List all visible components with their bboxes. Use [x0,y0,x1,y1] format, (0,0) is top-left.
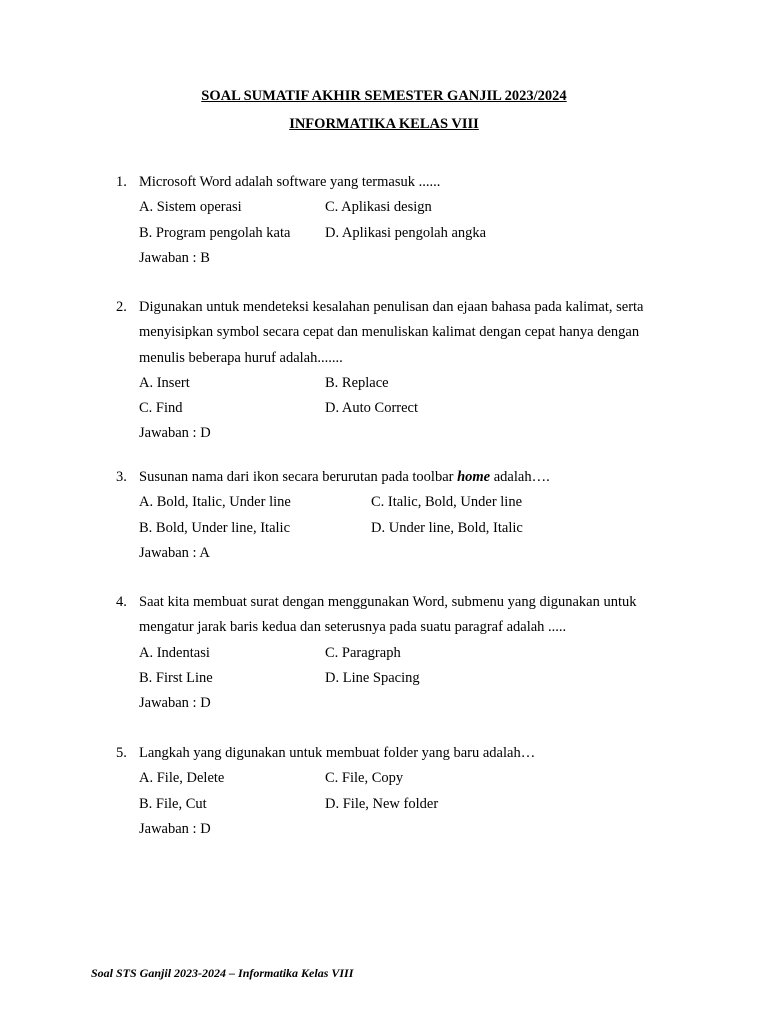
option-a: A. Bold, Italic, Under line [139,494,291,511]
option-d: D. File, New folder [325,795,439,812]
option-c: C. Italic, Bold, Under line [371,494,523,511]
question-number: 5. [116,745,127,761]
question-text: mengatur jarak baris kedua dan seterusnya pada suatu paragraf adalah ..... [139,619,567,636]
question-2 [116,295,686,447]
question-number: 3. [116,469,127,485]
answer-key: Jawaban : D [139,820,211,837]
question-text: Digunakan untuk mendeteksi kesalahan penulisan dan ejaan bahasa pada kalimat, serta [139,299,644,315]
option-b: B. Bold, Under line, Italic [139,519,291,536]
question-text: Langkah yang digunakan untuk membuat folder yang baru adalah… [139,745,536,761]
question-number: 2. [116,299,127,315]
question-3 [116,465,686,566]
page-subtitle: INFORMATIKA KELAS VIII [289,116,479,132]
option-d: D. Auto Correct [325,400,419,417]
emphasized-word: home [457,469,491,485]
question-number: 4. [116,594,127,610]
question-5 [116,741,686,842]
answer-key: Jawaban : D [139,695,211,712]
question-text: menulis beberapa huruf adalah....... [139,349,343,366]
option-c: C. File, Copy [325,770,404,787]
question-text-part: adalah…. [490,469,550,485]
page-title: SOAL SUMATIF AKHIR SEMESTER GANJIL 2023/2024 [201,88,567,104]
question-text-part: Susunan nama dari ikon secara berurutan pada toolbar [139,469,458,485]
question-text: Microsoft Word adalah software yang termasuk ...... [139,174,441,190]
option-b: B. Program pengolah kata [139,224,291,241]
question-text [139,465,550,490]
answer-key: Jawaban : A [139,544,210,561]
page-footer: Soal STS Ganjil 2023-2024 – Informatika Kelas VIII [91,966,354,980]
option-c: C. Paragraph [325,644,401,661]
option-b: B. Replace [325,374,389,391]
question-text: Saat kita membuat surat dengan menggunakan Word, submenu yang digunakan untuk [139,594,637,610]
option-c: C. Aplikasi design [325,199,432,216]
option-a: A. Sistem operasi [139,199,242,216]
option-c: C. Find [139,400,183,417]
option-a: A. Insert [139,374,190,391]
option-b: B. File, Cut [139,795,207,812]
option-d: D. Aplikasi pengolah angka [325,224,487,241]
question-number: 1. [116,174,127,190]
question-text: menyisipkan symbol secara cepat dan menuliskan kalimat dengan cepat hanya dengan [139,324,640,341]
option-d: D. Line Spacing [325,669,420,686]
option-d: D. Under line, Bold, Italic [371,519,523,536]
question-1 [116,170,686,271]
answer-key: Jawaban : D [139,425,211,442]
option-a: A. File, Delete [139,770,225,787]
option-a: A. Indentasi [139,644,210,661]
answer-key: Jawaban : B [139,249,210,266]
option-b: B. First Line [139,669,213,686]
question-4 [116,590,686,716]
